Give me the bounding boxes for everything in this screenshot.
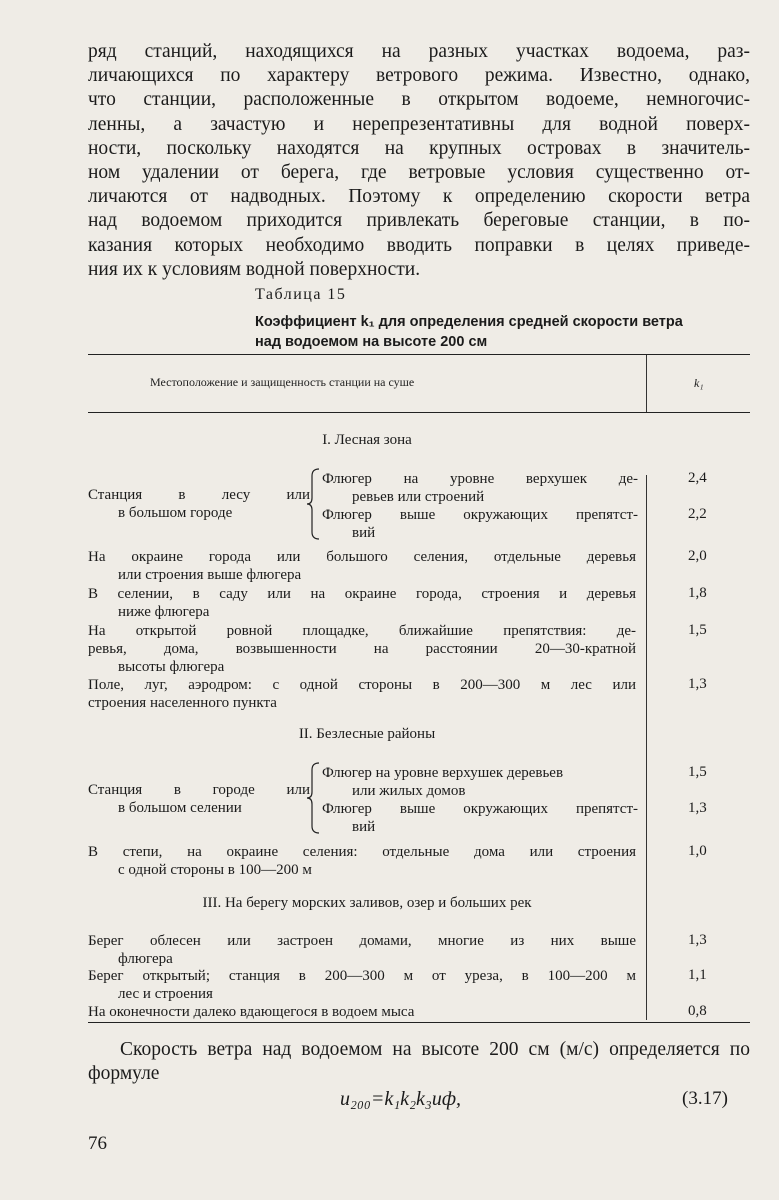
brace-icon — [306, 468, 320, 540]
table-column-divider — [646, 475, 647, 1020]
column-header-location: Местоположение и защищенность станции на суше — [150, 375, 415, 389]
sub-option-line: Флюгер на уровне верхушек де- — [322, 471, 638, 487]
intro-paragraph — [88, 40, 750, 282]
intro-line: что станции, расположенные в открытом водоеме, немногочис- — [88, 89, 750, 111]
table-row — [88, 967, 636, 1003]
station-label-line: в большом городе — [118, 505, 233, 521]
sub-option-line: Флюгер на уровне верхушек деревьев — [322, 765, 564, 781]
steppe-sub-option-1 — [322, 764, 638, 800]
row-line: Поле, луг, аэродром: с одной стороны в 200—300 м лес или — [88, 677, 636, 693]
table-top-rule — [88, 354, 750, 355]
k1-value: 1,5 — [688, 764, 707, 780]
row-line: флюгера — [118, 951, 173, 967]
row-line: с одной стороны в 100—200 м — [118, 862, 312, 878]
station-label-line: Станция в лесу или — [88, 487, 310, 503]
section-heading-coast: III. На берегу морских заливов, озер и больших рек — [202, 895, 532, 911]
table-bottom-rule — [88, 1022, 750, 1023]
row-line: На открытой ровной площадке, ближайшие препятствия: де- — [88, 623, 636, 639]
intro-line: личающихся по характеру ветрового режима. Известно, однако, — [88, 65, 750, 87]
row-line: Берег открытый; станция в 200—300 м от уреза, в 100—200 м — [88, 968, 636, 984]
row-line: лес и строения — [118, 986, 213, 1002]
table-row — [88, 585, 636, 621]
row-line: ревья, дома, возвышенности на расстоянии 20—30-кратной — [88, 641, 636, 657]
intro-line: ния их к условиям водной поверхности. — [88, 258, 421, 280]
table-row — [88, 1003, 636, 1021]
sub-option-line: ревьев или строений — [352, 489, 485, 505]
k1-value: 1,3 — [688, 676, 707, 692]
row-line: или строения выше флюгера — [118, 567, 302, 583]
formula-3-17: u₂₀₀=k₁k₂k₃uф, — [340, 1088, 462, 1110]
k1-value: 1,3 — [688, 932, 707, 948]
intro-line: ряд станций, находящихся на разных участках водоема, раз- — [88, 41, 750, 62]
k1-value: 2,0 — [688, 548, 707, 564]
table-row — [88, 843, 636, 879]
table-row — [88, 548, 636, 584]
formula-intro-text: Скорость ветра над водоемом на высоте 200 см (м/с) определяется по формуле — [88, 1039, 750, 1084]
table-title — [255, 312, 755, 352]
k1-value: 1,1 — [688, 967, 707, 983]
row-line: строения населенного пункта — [88, 695, 277, 711]
k1-value: 2,4 — [688, 470, 707, 486]
k1-value: 1,5 — [688, 622, 707, 638]
row-line: На оконечности далеко вдающегося в водоем мыса — [88, 1004, 415, 1020]
row-line: В степи, на окраине селения: отдельные дома или строения — [88, 844, 636, 860]
sub-option-line: вий — [352, 819, 376, 835]
sub-option-line: Флюгер выше окружающих препятст- — [322, 801, 638, 817]
table-row — [88, 622, 636, 676]
k1-value: 1,8 — [688, 585, 707, 601]
station-forest-label — [88, 486, 310, 522]
row-line: Берег облесен или застроен домами, многие из них выше — [88, 933, 636, 949]
page-number: 76 — [88, 1133, 107, 1154]
table-row — [88, 676, 636, 712]
station-steppe-label — [88, 781, 310, 817]
header-column-divider — [646, 355, 647, 413]
row-line: высоты флюгера — [118, 659, 225, 675]
table-header-rule — [88, 412, 750, 413]
forest-sub-option-2 — [322, 506, 638, 542]
intro-line: ном удалении от берега, где ветровые условия существенно от- — [88, 162, 750, 184]
row-line: В селении, в саду или на окраине города, строения и деревья — [88, 586, 636, 602]
sub-option-line: или жилых домов — [352, 783, 466, 799]
intro-line: ности, поскольку находятся на крупных островах в значитель- — [88, 137, 750, 159]
k1-value: 1,0 — [688, 843, 707, 859]
k1-value: 2,2 — [688, 506, 707, 522]
brace-icon — [306, 762, 320, 834]
table-row — [88, 932, 636, 968]
station-label-line: Станция в городе или — [88, 782, 310, 798]
intro-line: казания которых необходимо вводить поправки в целях приведе- — [88, 234, 750, 256]
row-line: ниже флюгера — [118, 604, 210, 620]
table-caption: Таблица 15 — [255, 286, 347, 303]
row-line: На окраине города или большого селения, отдельные деревья — [88, 549, 636, 565]
section-heading-steppe: II. Безлесные районы — [298, 726, 436, 742]
section-heading-forest: I. Лесная зона — [322, 432, 412, 448]
k1-value: 0,8 — [688, 1003, 707, 1019]
formula-number: (3.17) — [682, 1088, 728, 1109]
intro-line: над водоемом приходится привлекать береговые станции, в по- — [88, 210, 750, 232]
sub-option-line: вий — [352, 525, 376, 541]
intro-line: личаются от надводных. Поэтому к определению скорости ветра — [88, 186, 750, 208]
steppe-sub-option-2 — [322, 800, 638, 836]
table-title-line: Коэффициент k₁ для определения средней скорости ветра — [255, 314, 683, 330]
station-label-line: в большом селении — [118, 800, 242, 816]
column-header-k1: k₁ — [694, 376, 704, 390]
table-title-line: над водоемом на высоте 200 см — [255, 334, 488, 350]
sub-option-line: Флюгер выше окружающих препятст- — [322, 507, 638, 523]
k1-value: 1,3 — [688, 800, 707, 816]
forest-sub-option-1 — [322, 470, 638, 506]
intro-line: ленны, а зачастую и нерепрезентативны для водной поверх- — [88, 113, 750, 135]
